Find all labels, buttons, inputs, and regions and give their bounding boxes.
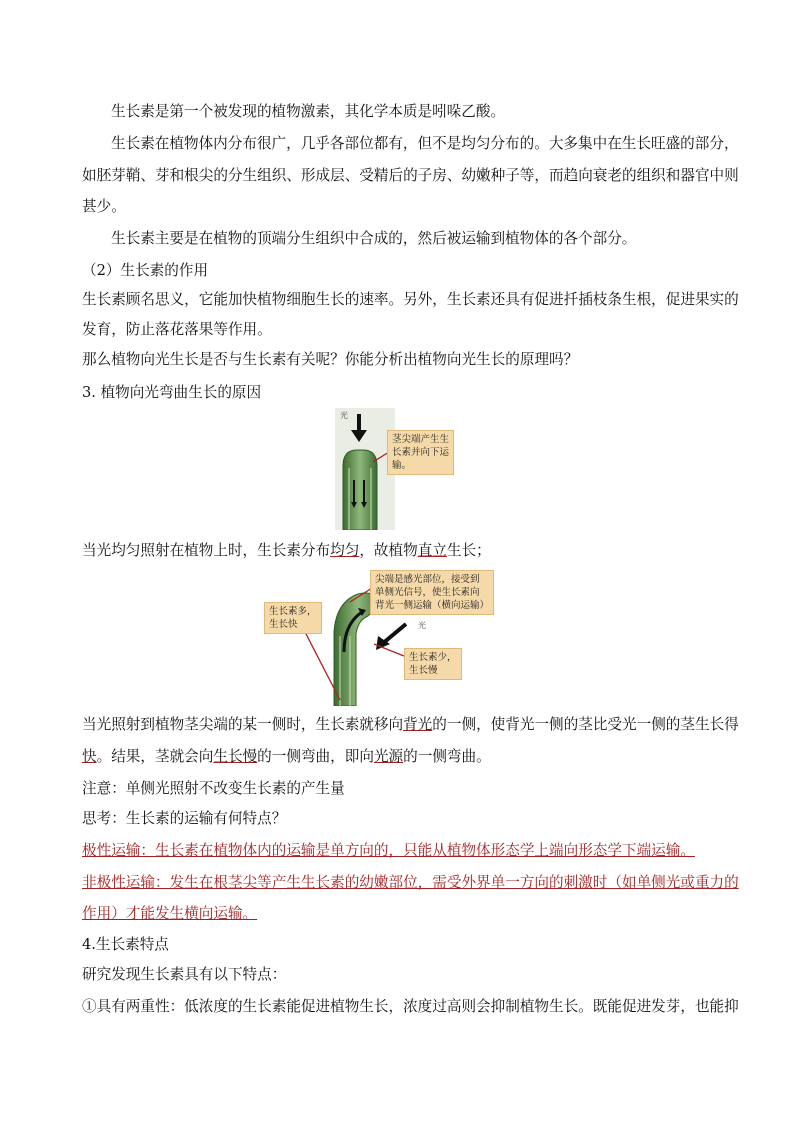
figure-straight-stem <box>335 408 495 530</box>
callout-tip-sensing: 尖端是感光部位，接受到 单侧光信号，使生长素向 背光一侧运输（横向运输） <box>370 570 494 615</box>
think-question: 思考：生长素的运输有何特点？ <box>82 810 287 827</box>
light-label-1: 光 <box>340 411 348 420</box>
paragraph-uniform-light: 当光均匀照射在植物上时，生长素分布均匀，故植物直立生长； <box>82 542 491 559</box>
paragraph-dual-effect: ①具有两重性：低浓度的生长素能促进植物生长，浓度过高则会抑制植物生长。既能促进发芽，也能抑 <box>82 998 739 1015</box>
paragraph-4-line-1: 生长素顾名思义，它能加快植物细胞生长的速率。另外，生长素还具有促进扦插枝条生根，促进果实的 <box>82 291 739 308</box>
callout-less-auxin: 生长素少， 生长慢 <box>404 648 462 680</box>
polar-transport: 极性运输：生长素在植物体内的运输是单方向的，只能从植物体形态学上端向形态学下端运输。 <box>82 842 695 859</box>
paragraph-unilateral-light-line-2: 快。结果，茎就会向生长慢的一侧弯曲，即向光源的一侧弯曲。 <box>82 748 491 765</box>
nonpolar-transport-line-2: 作用）才能发生横向运输。 <box>82 905 258 922</box>
stem-illustration-1 <box>335 408 395 530</box>
nonpolar-transport-line-1: 非极性运输：发生在根茎尖等产生生长素的幼嫩部位，需受外界单一方向的刺激时（如单侧光或重力的 <box>82 874 739 891</box>
question-line: 那么植物向光生长是否与生长素有关呢？你能分析出植物向光生长的原理吗？ <box>82 351 579 368</box>
paragraph-3: 生长素主要是在植物的顶端分生组织中合成的，然后被运输到植物体的各个部分。 <box>111 230 637 247</box>
note-line: 注意：单侧光照射不改变生长素的产生量 <box>82 780 345 797</box>
callout-more-auxin: 生长素多， 生长快 <box>264 602 322 634</box>
paragraph-unilateral-light-line-1: 当光照射到植物茎尖端的某一侧时，生长素就移向背光的一侧，使背光一侧的茎比受光一侧的茎生长得 <box>82 716 739 733</box>
paragraph-4-line-2: 发育，防止落花落果等作用。 <box>82 321 272 338</box>
section-heading-2: （2）生长素的作用 <box>82 262 209 279</box>
light-label-2: 光 <box>418 621 426 630</box>
paragraph-2-line-3: 甚少。 <box>82 198 126 215</box>
paragraph-2-line-2: 如胚芽鞘、芽和根尖的分生组织、形成层、受精后的子房、幼嫩种子等，而趋向衰老的组织和器官中则 <box>82 167 739 184</box>
figure-bending-stem <box>264 568 524 708</box>
callout-tip-auxin: 茎尖端产生生 长素并向下运 输。 <box>387 430 454 475</box>
paragraph-features-intro: 研究发现生长素具有以下特点： <box>82 966 287 983</box>
paragraph-1: 生长素是第一个被发现的植物激素，其化学本质是吲哚乙酸。 <box>111 103 506 120</box>
section-heading-3: 3. 植物向光弯曲生长的原因 <box>82 384 262 401</box>
paragraph-2-line-1: 生长素在植物体内分布很广，几乎各部位都有，但不是均匀分布的。大多集中在生长旺盛的部分， <box>111 135 739 152</box>
section-heading-4: 4.生长素特点 <box>82 936 169 953</box>
